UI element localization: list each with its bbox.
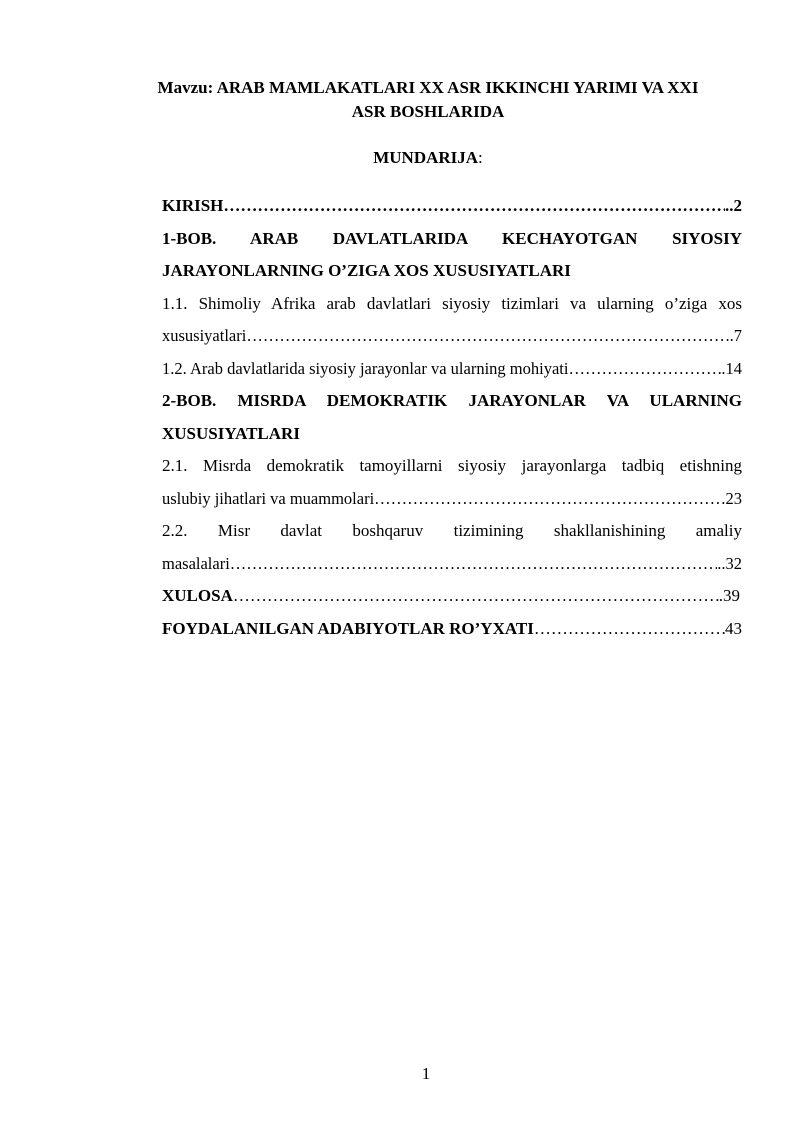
- toc-entry-1-2[interactable]: [162, 353, 742, 386]
- toc-entry-xulosa[interactable]: [162, 580, 740, 613]
- toc-page-number: 23: [725, 488, 742, 508]
- toc-leader-dots: [374, 483, 725, 516]
- table-of-contents: [162, 190, 742, 645]
- toc-entry-label: xususiyatlari: [162, 326, 247, 345]
- toc-entry-label: XULOSA: [162, 586, 233, 605]
- toc-entry-bob1-line-2[interactable]: JARAYONLARNING O’ZIGA XOS XUSUSIYATLARI: [162, 261, 571, 280]
- toc-entry-2-1-line-2[interactable]: [162, 483, 742, 516]
- document-title: [100, 76, 756, 124]
- toc-leader-dots: [568, 353, 721, 386]
- toc-entry-adabiyotlar[interactable]: [162, 613, 742, 646]
- toc-heading: [100, 146, 756, 170]
- toc-page-number: 43: [725, 618, 742, 638]
- toc-heading-text: MUNDARIJA: [373, 148, 479, 167]
- toc-entry-2-1-line-1[interactable]: 2.1. Misrda demokratik tamoyillarni siyosiy jarayonlarga tadbiq etishning: [162, 456, 742, 475]
- toc-entry-2-2-line-1[interactable]: 2.2. Misr davlat boshqaruv tizimining shakllanishining amaliy: [162, 521, 742, 540]
- toc-entry-label: FOYDALANILGAN ADABIYOTLAR RO’YXATI: [162, 618, 534, 638]
- toc-page-number: .7: [729, 326, 742, 345]
- toc-entry-label: masalalari: [162, 553, 230, 573]
- toc-page-number: ..32: [717, 553, 742, 573]
- toc-entry-label: uslubiy jihatlari va muammolari: [162, 488, 375, 508]
- toc-leader-dots: [246, 320, 729, 353]
- toc-entry-kirish[interactable]: [162, 190, 742, 223]
- toc-page-number: .39: [718, 586, 740, 605]
- toc-heading-colon: :: [478, 148, 483, 167]
- toc-entry-bob2-line-1[interactable]: 2-BOB. MISRDA DEMOKRATIK JARAYONLAR VA ULARNING: [162, 391, 742, 410]
- toc-entry-bob2-line-2[interactable]: XUSUSIYATLARI: [162, 423, 300, 443]
- document-title-line-1: Mavzu: ARAB MAMLAKATLARI XX ASR IKKINCHI YARIMI VA XXI: [157, 78, 699, 97]
- toc-leader-dots: [230, 548, 717, 581]
- toc-page-number: .14: [721, 358, 742, 378]
- toc-leader-dots: [534, 613, 725, 646]
- toc-entry-1-1-line-2[interactable]: [162, 320, 742, 353]
- toc-page-number: ..2: [725, 196, 742, 215]
- toc-entry-1-1-line-1[interactable]: 1.1. Shimoliy Afrika arab davlatlari siyosiy tizimlari va ularning o’ziga xos: [162, 293, 742, 313]
- toc-leader-dots: [223, 190, 725, 223]
- toc-entry-label: 1.2. Arab davlatlarida siyosiy jarayonlar va ularning mohiyati: [162, 358, 569, 378]
- toc-entry-2-2-line-2[interactable]: [162, 548, 742, 581]
- page-number: 1: [421, 1064, 431, 1083]
- document-title-line-2: ASR BOSHLARIDA: [351, 102, 505, 121]
- toc-entry-bob1-line-1[interactable]: 1-BOB. ARAB DAVLATLARIDA KECHAYOTGAN SIYOSIY: [162, 228, 742, 248]
- toc-entry-label: KIRISH: [162, 196, 224, 215]
- toc-leader-dots: [233, 580, 719, 613]
